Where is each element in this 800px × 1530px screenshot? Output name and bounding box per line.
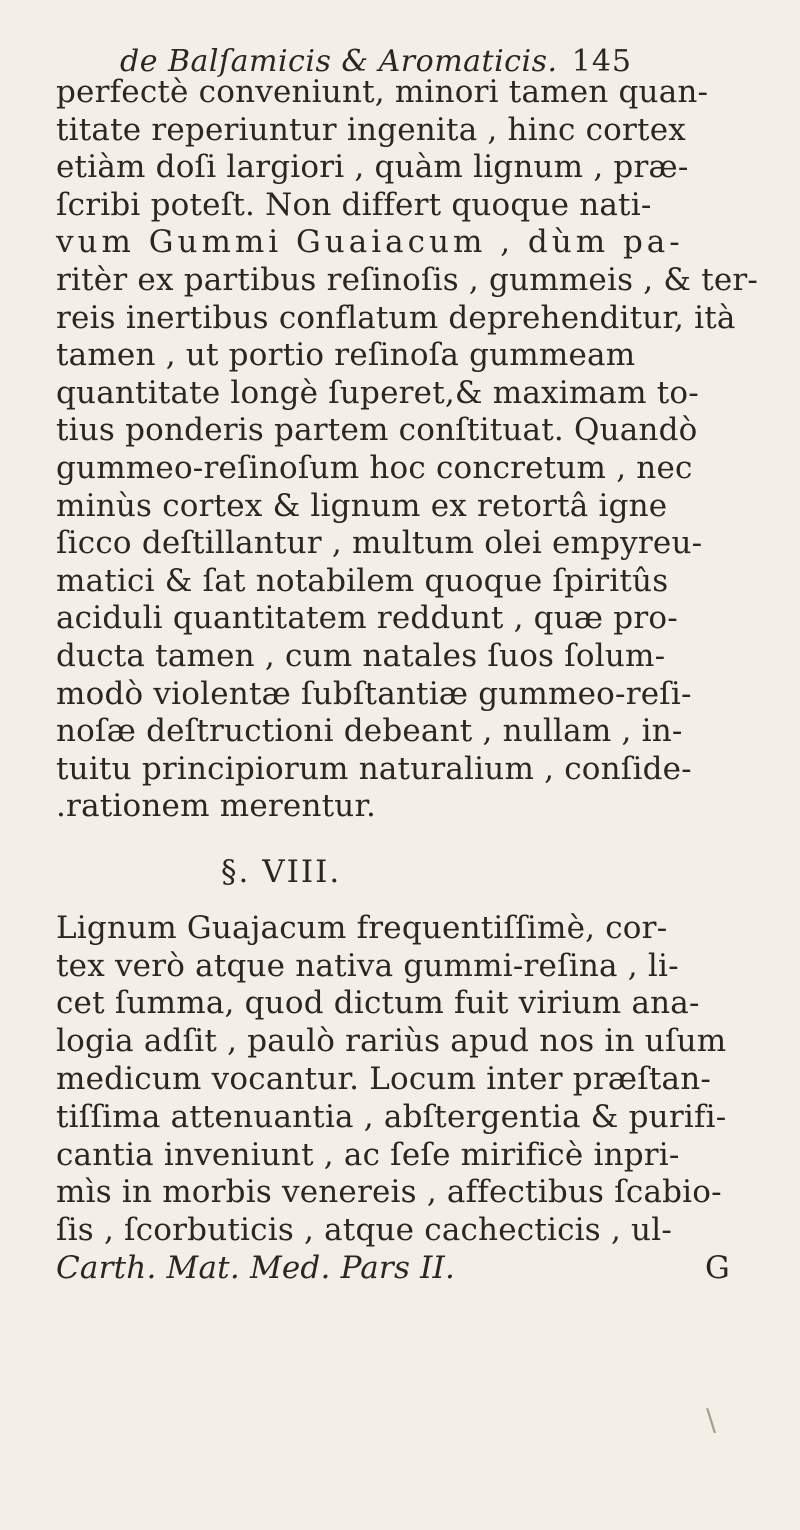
text-line: titate reperiuntur ingenita , hinc cortex <box>56 111 686 148</box>
text-line: ducta tamen , cum natales ſuos ſolum- <box>56 637 666 674</box>
text-line: quantitate longè ſuperet,& maximam to- <box>56 374 699 411</box>
page-number: 145 <box>571 44 632 79</box>
text-line: noſæ deſtructioni debeant , nullam , in- <box>56 713 683 750</box>
paragraph-1 <box>56 74 759 826</box>
text-line: tuitu principiorum naturalium , conſide- <box>56 750 692 787</box>
text-line: tiſſima attenuantia , abſtergentia & purifi- <box>56 1098 727 1135</box>
text-line: reis inertibus conflatum deprehenditur, ità <box>56 299 736 336</box>
text-line: aciduli quantitatem reddunt , quæ pro- <box>56 600 678 637</box>
text-block <box>56 74 759 1288</box>
text-line: gummeo-reſinoſum hoc concretum , nec <box>56 449 693 486</box>
text-line: Lignum Guajacum frequentiſſimè, cor- <box>56 909 668 946</box>
footer-line <box>56 1250 746 1288</box>
text-line: medicum vocantur. Locum inter præſtan- <box>56 1061 712 1098</box>
text-line: ſis , ſcorbuticis , atque cachecticis , ul- <box>56 1212 673 1249</box>
text-line: mìs in morbis venereis , affectibus ſcabio- <box>56 1174 722 1211</box>
text-line: etiàm doſi largiori , quàm lignum , præ- <box>56 149 689 186</box>
running-title: de Balſamicis & Aromaticis. <box>120 44 558 79</box>
text-line: vum Gummi Guaiacum , dùm pa- <box>56 224 684 261</box>
section-heading: §. VIII. <box>221 853 342 890</box>
text-line: cet ſumma, quod dictum fuit virium ana- <box>56 985 700 1022</box>
text-line: matici & ſat notabilem quoque ſpiritûs <box>56 562 669 599</box>
printer-signature: Carth. Mat. Med. Pars II. <box>56 1250 456 1287</box>
text-line: logia adſit , paulò rariùs apud nos in uſum <box>56 1023 727 1060</box>
text-line: modò violentæ ſubſtantiæ gummeo-reſi- <box>56 675 692 712</box>
signature-mark: G <box>705 1250 730 1287</box>
margin-mark: \ <box>706 1403 717 1438</box>
text-line: tius ponderis partem conſtituat. Quandò <box>56 412 698 449</box>
text-line: ſcribi poteſt. Non differt quoque nati- <box>56 186 652 223</box>
text-line: tex verò atque nativa gummi-reſina , li- <box>56 947 679 984</box>
paragraph-2 <box>56 910 746 1250</box>
text-line: minùs cortex & lignum ex retortâ igne <box>56 487 668 524</box>
text-line: ſicco deſtillantur , multum olei empyreu- <box>56 525 703 562</box>
text-line: .rationem merentur. <box>56 788 377 825</box>
text-line: perfectè conveniunt, minori tamen quan- <box>56 74 709 110</box>
text-line: ritèr ex partibus reſinoſis , gummeis , & ter- <box>56 261 759 298</box>
text-line: tamen , ut portio reſinoſa gummeam <box>56 337 636 374</box>
text-line: cantia inveniunt , ac ſeſe mirificè inpri- <box>56 1136 680 1173</box>
